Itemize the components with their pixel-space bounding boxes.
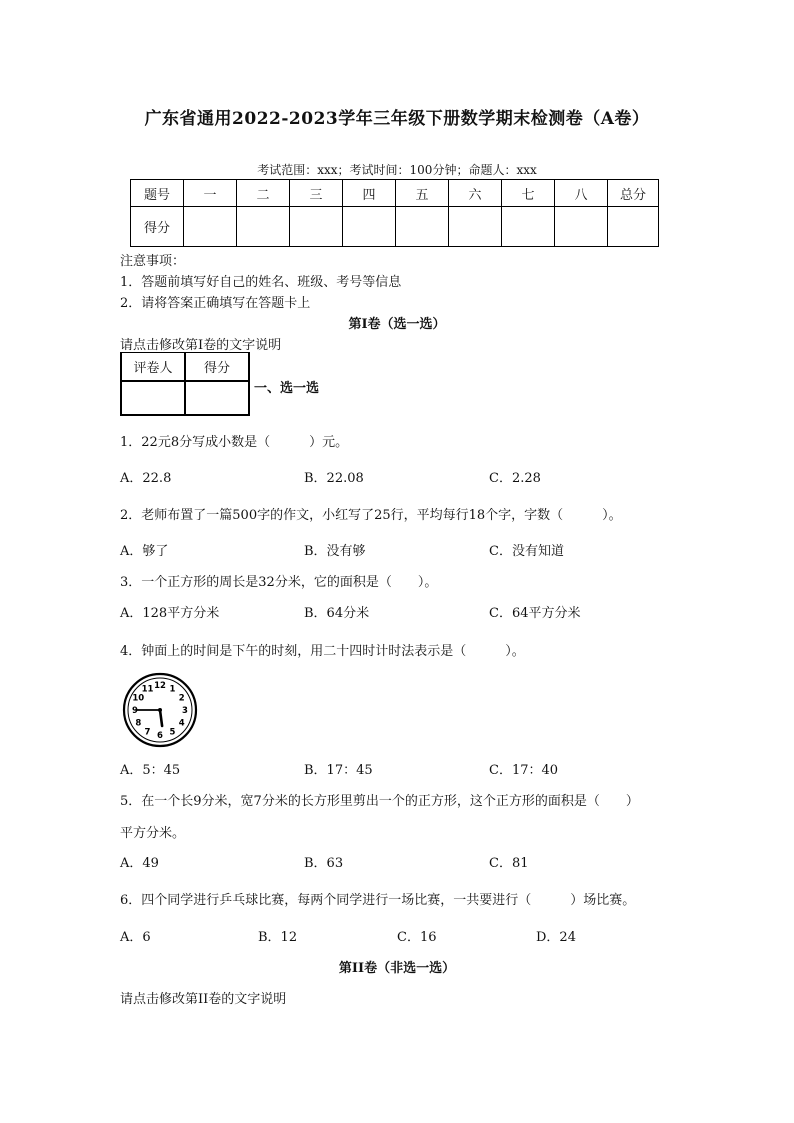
option: D．24 — [536, 930, 576, 945]
clock-numeral: 7 — [144, 727, 151, 738]
option: C．2.28 — [489, 471, 541, 486]
option: A．5：45 — [120, 763, 181, 778]
grader-cell — [121, 381, 185, 415]
grader-header-cell: 评卷人 — [121, 353, 185, 382]
clock-numeral: 5 — [169, 727, 176, 738]
score-header-cell: 总分 — [608, 180, 659, 207]
clock-numeral: 2 — [178, 693, 185, 704]
option: B．17：45 — [304, 763, 373, 778]
clock-numeral: 8 — [135, 718, 142, 729]
option: A．49 — [120, 856, 159, 871]
score-cell — [608, 207, 659, 247]
score-table-header-row — [131, 180, 659, 207]
score-header-cell: 一 — [184, 180, 237, 207]
option: C．没有知道 — [489, 544, 564, 559]
grader-header-cell: 得分 — [185, 353, 249, 382]
part1-title: 第I卷（选一选） — [348, 317, 446, 332]
score-row-label: 得分 — [131, 207, 184, 247]
grader-cell — [185, 381, 249, 415]
score-cell — [502, 207, 555, 247]
score-header-cell: 七 — [502, 180, 555, 207]
option: C．17：40 — [489, 763, 559, 778]
score-header-cell: 六 — [449, 180, 502, 207]
score-header-cell: 三 — [290, 180, 343, 207]
question-stem: 3．一个正方形的周长是32分米，它的面积是（ ）。 — [120, 575, 438, 590]
score-header-cell: 四 — [343, 180, 396, 207]
clock-center-pin — [158, 708, 162, 712]
option: C．16 — [397, 930, 437, 945]
score-table-score-row — [131, 207, 659, 247]
option: C．64平方分米 — [489, 606, 581, 621]
option: B．22.08 — [304, 471, 364, 486]
score-cell — [184, 207, 237, 247]
note-item: 1．答题前填写好自己的姓名、班级、考号等信息 — [120, 275, 402, 290]
score-cell — [343, 207, 396, 247]
score-header-cell: 题号 — [131, 180, 184, 207]
part1-description: 请点击修改第I卷的文字说明 — [120, 338, 282, 353]
score-cell — [396, 207, 449, 247]
option: B．没有够 — [304, 544, 366, 559]
clock-image — [120, 672, 200, 748]
exam-meta: 考试范围：xxx；考试时间：100分钟；命题人：xxx — [257, 163, 537, 177]
question-stem: 4．钟面上的时间是下午的时刻，用二十四时计时法表示是（ ）。 — [120, 644, 525, 659]
grader-table — [120, 352, 250, 416]
question-stem: 1．22元8分写成小数是（ ）元。 — [120, 435, 349, 450]
score-header-cell: 二 — [237, 180, 290, 207]
score-cell — [237, 207, 290, 247]
clock-numeral: 12 — [154, 681, 166, 691]
clock-numeral: 10 — [132, 693, 145, 704]
question-stem: 2．老师布置了一篇500字的作文，小红写了25行，平均每行18个字，字数（ ）。 — [120, 508, 622, 523]
score-cell — [449, 207, 502, 247]
clock-numeral: 6 — [157, 731, 163, 741]
option: A．128平方分米 — [120, 606, 220, 621]
notes-heading: 注意事项： — [120, 254, 186, 269]
question-stem: 5．在一个长9分米，宽7分米的长方形里剪出一个的正方形，这个正方形的面积是（ ） — [120, 794, 639, 809]
part2-description: 请点击修改第II卷的文字说明 — [120, 992, 287, 1007]
section-label: 一、选一选 — [254, 381, 320, 396]
score-header-cell: 八 — [555, 180, 608, 207]
option: A．6 — [120, 930, 151, 945]
clock-hour-hand — [160, 710, 162, 726]
clock-numeral: 9 — [132, 706, 138, 716]
option: A．22.8 — [120, 471, 172, 486]
clock-numeral: 4 — [178, 718, 185, 729]
note-item: 2．请将答案正确填写在答题卡上 — [120, 296, 311, 311]
option: B．64分米 — [304, 606, 370, 621]
part2-title: 第II卷（非选一选） — [338, 961, 456, 976]
option: C．81 — [489, 856, 529, 871]
page-title: 广东省通用2022-2023学年三年级下册数学期末检测卷（A卷） — [144, 109, 650, 129]
question-stem-continued: 平方分米。 — [120, 826, 186, 841]
clock-numeral: 3 — [182, 706, 188, 716]
option: A．够了 — [120, 544, 169, 559]
score-table — [130, 179, 659, 247]
option: B．63 — [304, 856, 344, 871]
clock-numeral: 11 — [141, 684, 154, 695]
score-header-cell: 五 — [396, 180, 449, 207]
option: B．12 — [258, 930, 298, 945]
score-cell — [555, 207, 608, 247]
question-stem: 6．四个同学进行乒乓球比赛，每两个同学进行一场比赛，一共要进行（ ）场比赛。 — [120, 893, 636, 908]
clock-numeral: 1 — [169, 684, 176, 695]
score-cell — [290, 207, 343, 247]
